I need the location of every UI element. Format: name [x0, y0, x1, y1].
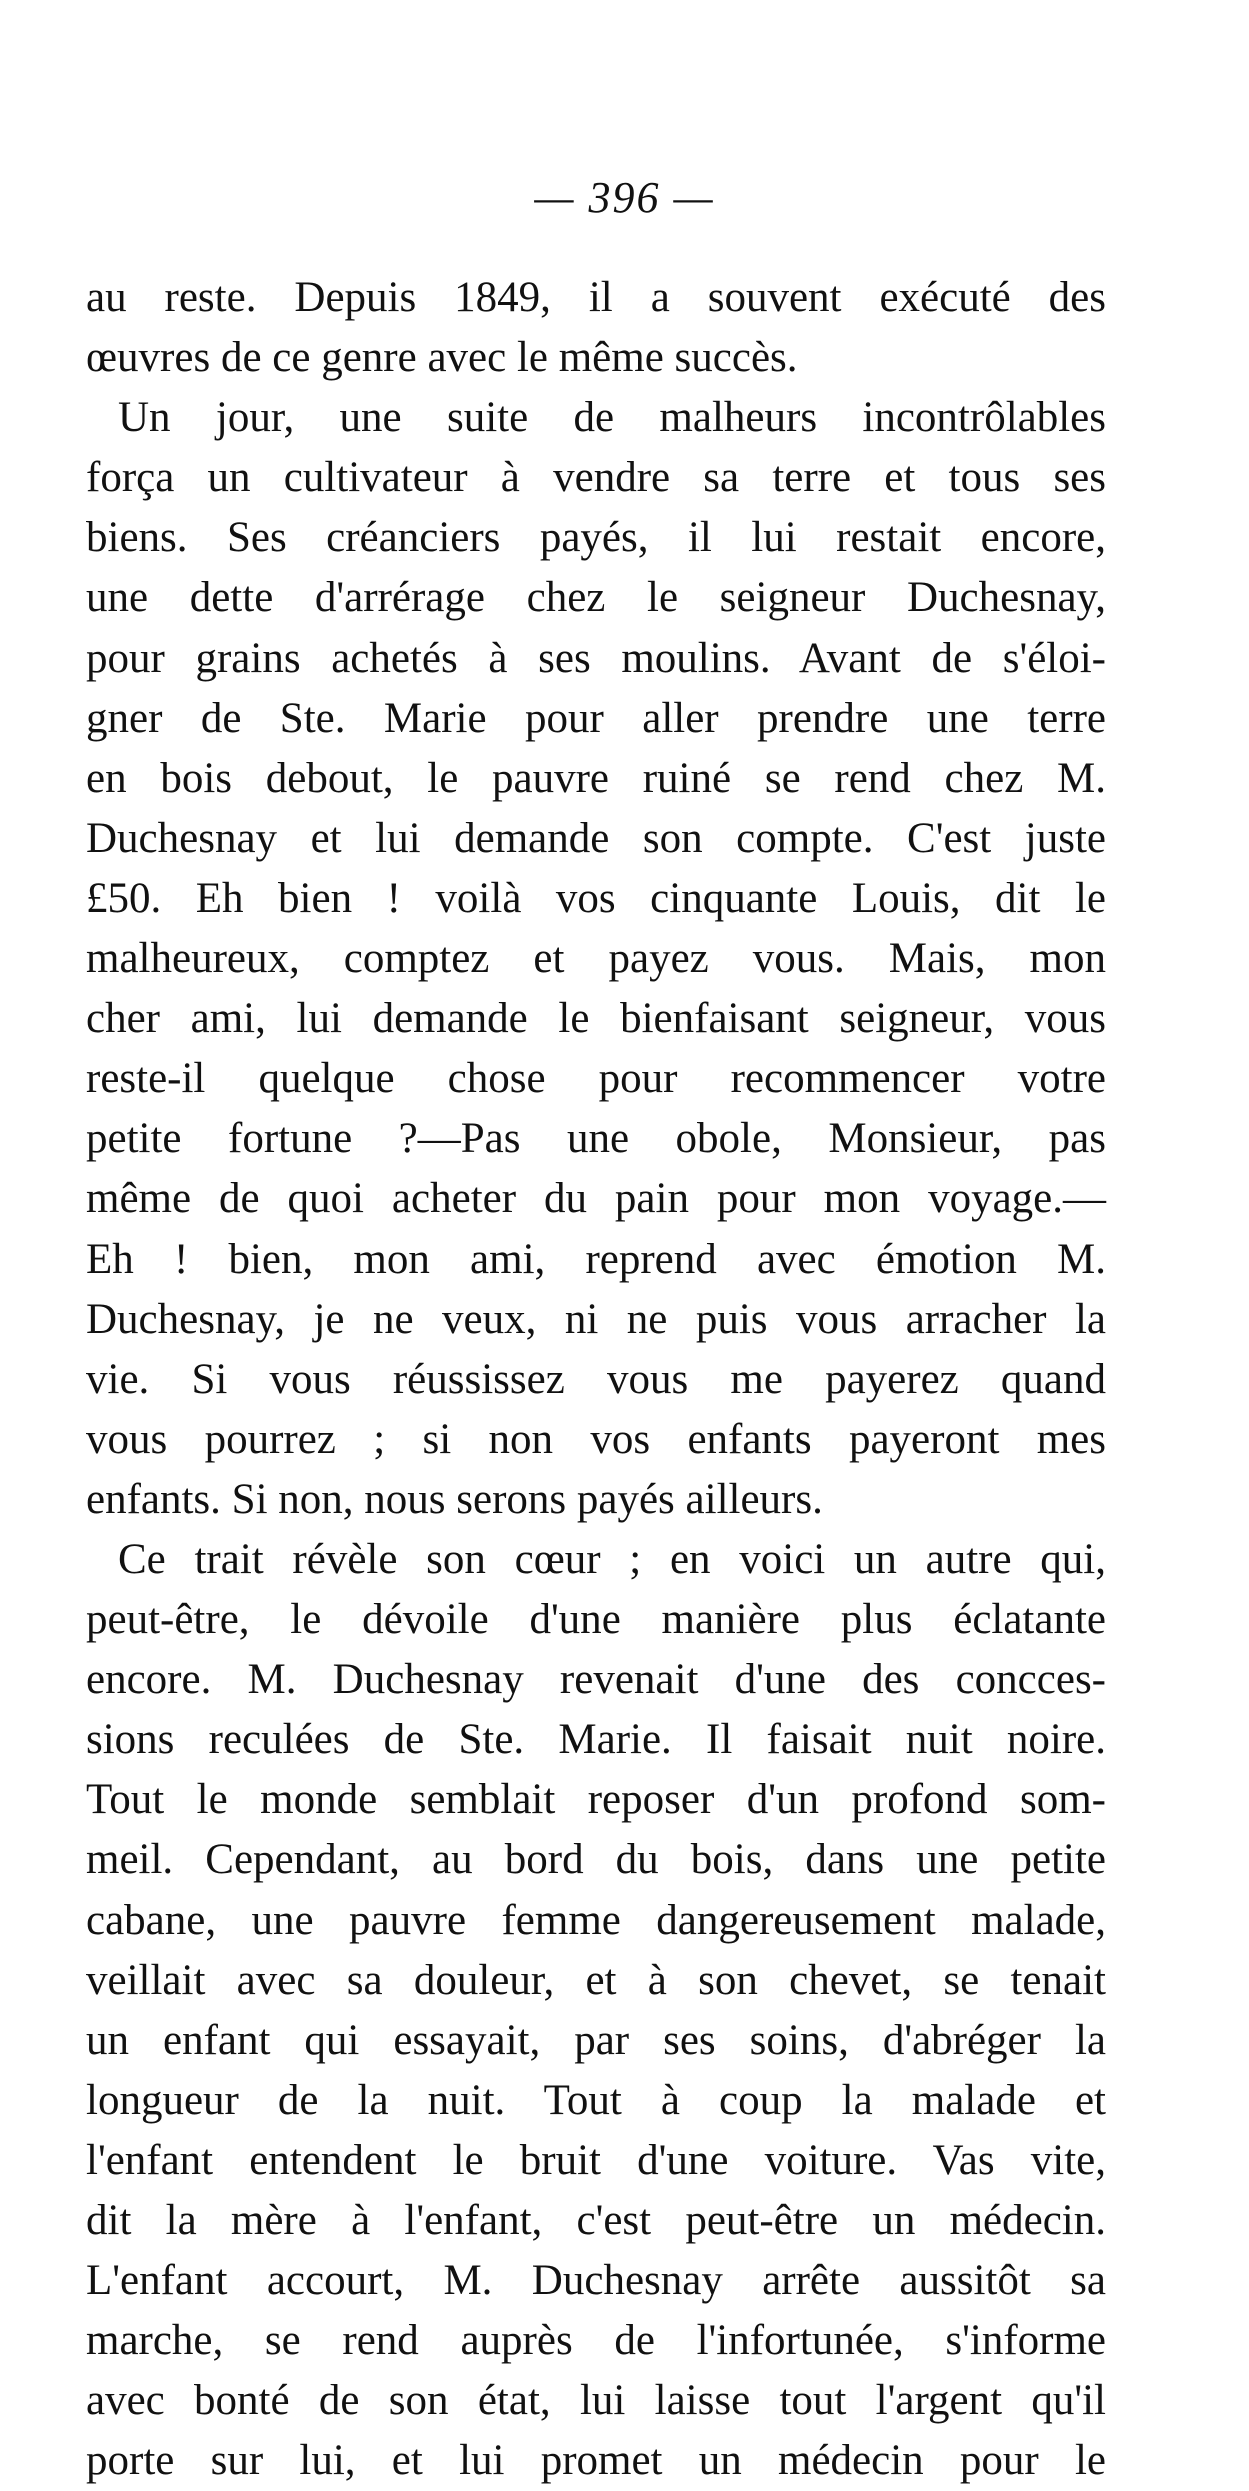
text-line: gner de Ste. Marie pour aller prendre une terre — [86, 694, 1106, 742]
text-line: porte sur lui, et lui promet un médecin pour le — [86, 2437, 1106, 2485]
text-line: malheureux, comptez et payez vous. Mais, mon — [86, 935, 1106, 983]
text-line: l'enfant entendent le bruit d'une voiture. Vas vite, — [86, 2136, 1106, 2184]
text-line: au reste. Depuis 1849, il a souvent exécuté des — [86, 274, 1106, 321]
text-line: Ce trait révèle son cœur ; en voici un autre qui, — [118, 1535, 1106, 1583]
text-line: meil. Cependant, au bord du bois, dans une petite — [86, 1836, 1106, 1884]
text-line: œuvres de ce genre avec le même succès. — [86, 334, 798, 382]
text-line: cher ami, lui demande le bienfaisant seigneur, vous — [86, 995, 1106, 1043]
text-line: Duchesnay et lui demande son compte. C'est juste — [86, 814, 1106, 862]
text-line: dit la mère à l'enfant, c'est peut-être un médecin. — [86, 2197, 1106, 2244]
text-line: Duchesnay, je ne veux, ni ne puis vous arracher la — [86, 1295, 1106, 1343]
text-line: Tout le monde semblait reposer d'un profond som- — [86, 1776, 1106, 1824]
text-line: veillait avec sa douleur, et à son chevet, se tenait — [86, 1956, 1106, 2004]
text-line: Un jour, une suite de malheurs incontrôlables — [118, 394, 1106, 442]
text-line: pour grains achetés à ses moulins. Avant de s'éloi- — [86, 634, 1106, 682]
text-line: cabane, une pauvre femme dangereusement malade, — [86, 1896, 1106, 1944]
text-line: encore. M. Duchesnay revenait d'une des concces- — [86, 1656, 1106, 1704]
page-number: — 396 — — [534, 173, 715, 222]
text-line: un enfant qui essayait, par ses soins, d'abréger la — [86, 2016, 1106, 2064]
text-line: enfants. Si non, nous serons payés ailleurs. — [86, 1475, 823, 1523]
text-line: reste-il quelque chose pour recommencer votre — [86, 1055, 1106, 1103]
text-line: biens. Ses créanciers payés, il lui restait encore, — [86, 514, 1106, 562]
text-line: força un cultivateur à vendre sa terre et tous ses — [86, 454, 1106, 502]
text-line: vous pourrez ; si non vos enfants payeront mes — [86, 1415, 1106, 1463]
text-line: Eh ! bien, mon ami, reprend avec émotion M. — [86, 1235, 1106, 1283]
text-line: £50. Eh bien ! voilà vos cinquante Louis, dit le — [86, 874, 1106, 922]
text-line: marche, se rend auprès de l'infortunée, s'informe — [86, 2317, 1106, 2365]
text-line: longueur de la nuit. Tout à coup la malade et — [86, 2076, 1106, 2124]
text-line: L'enfant accourt, M. Duchesnay arrête aussitôt sa — [86, 2257, 1106, 2305]
text-line: vie. Si vous réussissez vous me payerez quand — [86, 1355, 1106, 1403]
text-line: avec bonté de son état, lui laisse tout l'argent qu'il — [86, 2377, 1106, 2425]
text-line: sions reculées de Ste. Marie. Il faisait nuit noire. — [86, 1716, 1106, 1764]
text-line: petite fortune ?—Pas une obole, Monsieur, pas — [86, 1115, 1106, 1163]
body-text — [86, 268, 1106, 2491]
text-line: une dette d'arrérage chez le seigneur Duchesnay, — [86, 574, 1106, 622]
text-line: en bois debout, le pauvre ruiné se rend chez M. — [86, 754, 1106, 802]
text-line: peut-être, le dévoile d'une manière plus éclatante — [86, 1596, 1106, 1644]
text-line: même de quoi acheter du pain pour mon voyage.— — [86, 1175, 1106, 1223]
